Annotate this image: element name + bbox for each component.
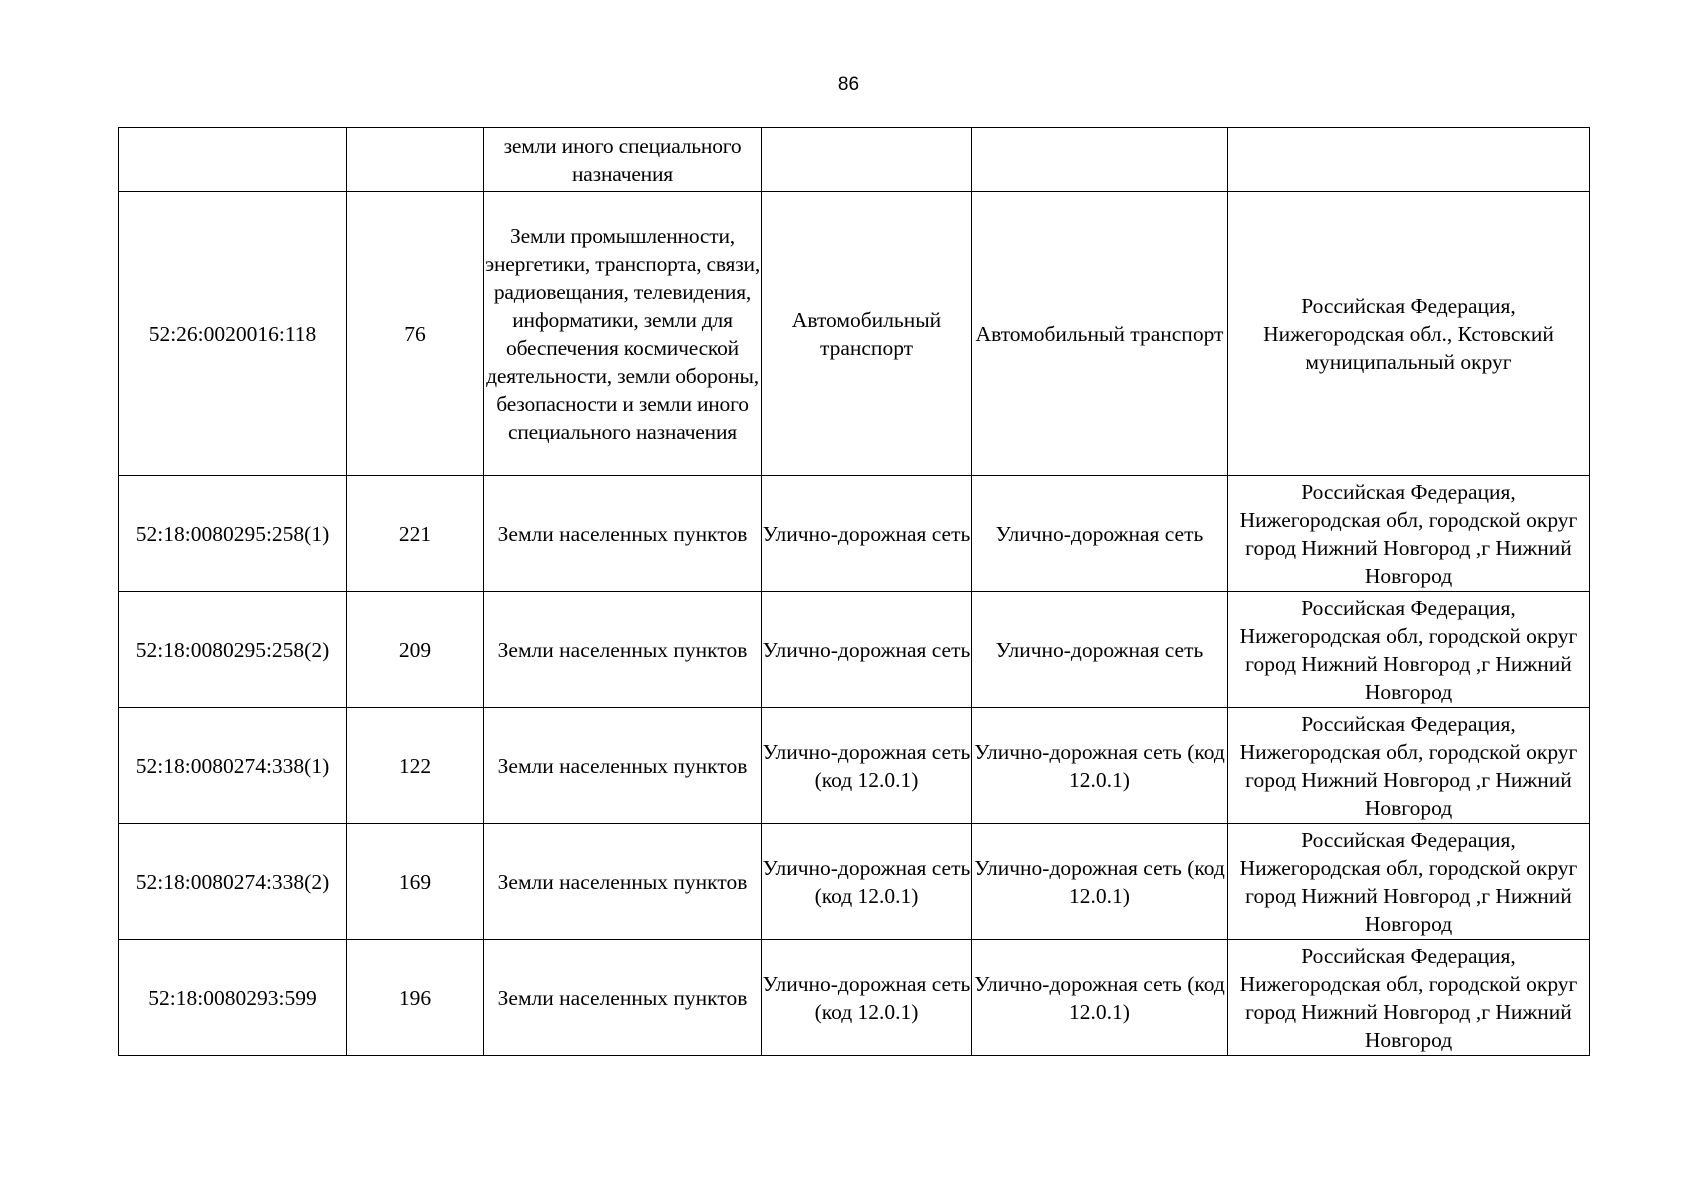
cadastral-number-cell: 52:26:0020016:118 bbox=[119, 192, 347, 476]
permitted-use-cell: Улично-дорожная сеть (код 12.0.1) bbox=[762, 824, 972, 940]
table-row bbox=[119, 192, 1590, 476]
area-cell: 169 bbox=[347, 824, 484, 940]
actual-use-cell: Улично-дорожная сеть bbox=[972, 476, 1228, 592]
table-row bbox=[119, 708, 1590, 824]
land-category-cell: Земли промышленности, энергетики, транспорта, связи, радиовещания, телевидения, информатики, земли для обеспечения космической деятельности, земли обороны, безопасности и земли иного специального назначения bbox=[484, 192, 762, 476]
location-cell: Российская Федерация, Нижегородская обл, городской округ город Нижний Новгород ,г Нижний Новгород bbox=[1228, 824, 1590, 940]
location-cell: Российская Федерация, Нижегородская обл, городской округ город Нижний Новгород ,г Нижний Новгород bbox=[1228, 708, 1590, 824]
location-cell: Российская Федерация, Нижегородская обл, городской округ город Нижний Новгород ,г Нижний Новгород bbox=[1228, 940, 1590, 1056]
table-row bbox=[119, 476, 1590, 592]
land-category-cell: Земли населенных пунктов bbox=[484, 708, 762, 824]
permitted-use-cell: Улично-дорожная сеть bbox=[762, 592, 972, 708]
land-category-cell: Земли населенных пунктов bbox=[484, 824, 762, 940]
area-cell: 209 bbox=[347, 592, 484, 708]
permitted-use-cell: Улично-дорожная сеть (код 12.0.1) bbox=[762, 708, 972, 824]
permitted-use-cell: Улично-дорожная сеть bbox=[762, 476, 972, 592]
page-number: 86 bbox=[837, 74, 860, 95]
cadastral-number-cell: 52:18:0080274:338(2) bbox=[119, 824, 347, 940]
table-row bbox=[119, 128, 1590, 192]
table-row bbox=[119, 824, 1590, 940]
area-cell: 122 bbox=[347, 708, 484, 824]
area-cell: 196 bbox=[347, 940, 484, 1056]
actual-use-cell: Улично-дорожная сеть (код 12.0.1) bbox=[972, 708, 1228, 824]
land-plots-table bbox=[118, 127, 1590, 1056]
actual-use-cell: Улично-дорожная сеть (код 12.0.1) bbox=[972, 824, 1228, 940]
cadastral-number-cell: 52:18:0080295:258(1) bbox=[119, 476, 347, 592]
cadastral-number-cell bbox=[119, 128, 347, 192]
actual-use-cell: Улично-дорожная сеть bbox=[972, 592, 1228, 708]
permitted-use-cell: Автомобильный транспорт bbox=[762, 192, 972, 476]
cadastral-number-cell: 52:18:0080295:258(2) bbox=[119, 592, 347, 708]
area-cell: 221 bbox=[347, 476, 484, 592]
area-cell: 76 bbox=[347, 192, 484, 476]
location-cell: Российская Федерация, Нижегородская обл, городской округ город Нижний Новгород ,г Нижний Новгород bbox=[1228, 592, 1590, 708]
location-cell: Российская Федерация, Нижегородская обл, городской округ город Нижний Новгород ,г Нижний Новгород bbox=[1228, 476, 1590, 592]
table-row bbox=[119, 592, 1590, 708]
land-category-cell: Земли населенных пунктов bbox=[484, 476, 762, 592]
land-category-cell: земли иного специального назначения bbox=[484, 128, 762, 192]
actual-use-cell: Автомобильный транспорт bbox=[972, 192, 1228, 476]
land-category-cell: Земли населенных пунктов bbox=[484, 592, 762, 708]
actual-use-cell: Улично-дорожная сеть (код 12.0.1) bbox=[972, 940, 1228, 1056]
location-cell bbox=[1228, 128, 1590, 192]
actual-use-cell bbox=[972, 128, 1228, 192]
permitted-use-cell: Улично-дорожная сеть (код 12.0.1) bbox=[762, 940, 972, 1056]
land-category-cell: Земли населенных пунктов bbox=[484, 940, 762, 1056]
permitted-use-cell bbox=[762, 128, 972, 192]
location-cell: Российская Федерация, Нижегородская обл., Кстовский муниципальный округ bbox=[1228, 192, 1590, 476]
cadastral-number-cell: 52:18:0080293:599 bbox=[119, 940, 347, 1056]
cadastral-number-cell: 52:18:0080274:338(1) bbox=[119, 708, 347, 824]
table-row bbox=[119, 940, 1590, 1056]
area-cell bbox=[347, 128, 484, 192]
